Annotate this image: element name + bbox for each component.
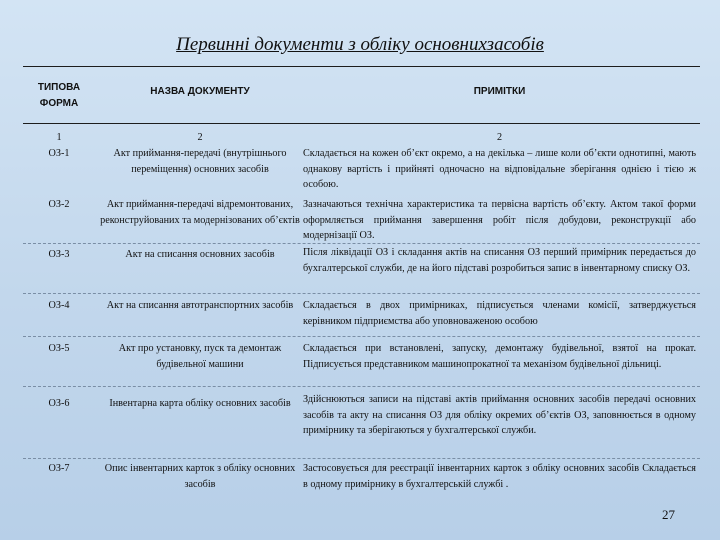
row-form-code: ОЗ-6 xyxy=(48,398,70,409)
row-form-code: ОЗ-5 xyxy=(48,343,70,354)
header-notes: ПРИМІТКИ xyxy=(473,86,526,97)
col-number-3: 2 xyxy=(496,132,503,143)
row-divider xyxy=(23,386,700,387)
table-top-rule xyxy=(23,66,700,67)
col-number-2: 2 xyxy=(197,132,203,143)
row-form-code: ОЗ-2 xyxy=(48,199,70,210)
row-note: Після ліквідації ОЗ і складання актів на списання ОЗ перший примірник передається до бухгалтерської служби, де на його підставі розробиться запис в інвентарному списку ОЗ. xyxy=(303,247,696,274)
row-note: Складається при встановлені, запуску, демонтажу будівельної, взятої на прокат. Підписується представником машинопрокатної та механізом будівельної дільниці. xyxy=(303,343,696,370)
row-note: Застосовується для реєстрації інвентарних карток з обліку основних засобів Складається в одному примірнику в бухгалтерській службі . xyxy=(303,463,696,490)
page-title: Первинні документи з обліку основнихзасобів xyxy=(176,34,544,55)
row-note: Складається на кожен об’єкт окремо, а на декілька – лише коли об’єкти однотипні, мають однакову вартість і прийняті одночасно на відповідальне зберігання однією і тією ж особою. xyxy=(303,148,696,190)
row-form-code: ОЗ-4 xyxy=(48,300,70,311)
page-number: 27 xyxy=(662,507,675,522)
row-form-code: ОЗ-7 xyxy=(48,463,70,474)
row-document-name: Акт приймання-передачі відремонтованих, реконструйованих та модернізованих об’єктів xyxy=(100,199,300,226)
row-divider xyxy=(23,336,700,337)
row-document-name: Інвентарна карта обліку основних засобів xyxy=(109,398,291,409)
row-form-code: ОЗ-1 xyxy=(48,148,70,159)
row-note: Зазначаються технічна характеристика та первісна вартість об’єкту. Актом такої форми оформляється приймання завершення робіт після добудови, реконструкції або модернізації ОЗ. xyxy=(303,199,696,241)
header-form: ТИПОВА ФОРМА xyxy=(37,82,81,109)
header-name: НАЗВА ДОКУМЕНТУ xyxy=(150,86,250,97)
row-form-code: ОЗ-3 xyxy=(48,249,70,260)
row-note: Здійснюються записи на підставі актів приймання основних засобів передачі основних засобів та акту на списання ОЗ для обліку окремих об’єктів ОЗ, заповнюється в одному примірнику та зберігаються у бухгалтерської служби. xyxy=(303,394,696,436)
row-document-name: Опис інвентарних карток з обліку основних засобів xyxy=(104,463,296,490)
row-divider xyxy=(23,293,700,294)
row-note: Складається в двох примірниках, підписується членами комісії, затверджується керівником підприємства або уповноваженою особою xyxy=(303,300,696,327)
row-document-name: Акт на списання автотранспортних засобів xyxy=(106,300,294,311)
header-bottom-rule xyxy=(23,123,700,124)
col-number-1: 1 xyxy=(56,132,62,143)
row-document-name: Акт на списання основних засобів xyxy=(125,249,275,260)
row-document-name: Акт про установку, пуск та демонтаж будівельної машини xyxy=(118,343,282,370)
row-document-name: Акт приймання-передачі (внутрішнього переміщення) основних засобів xyxy=(113,148,287,175)
row-divider xyxy=(23,458,700,459)
